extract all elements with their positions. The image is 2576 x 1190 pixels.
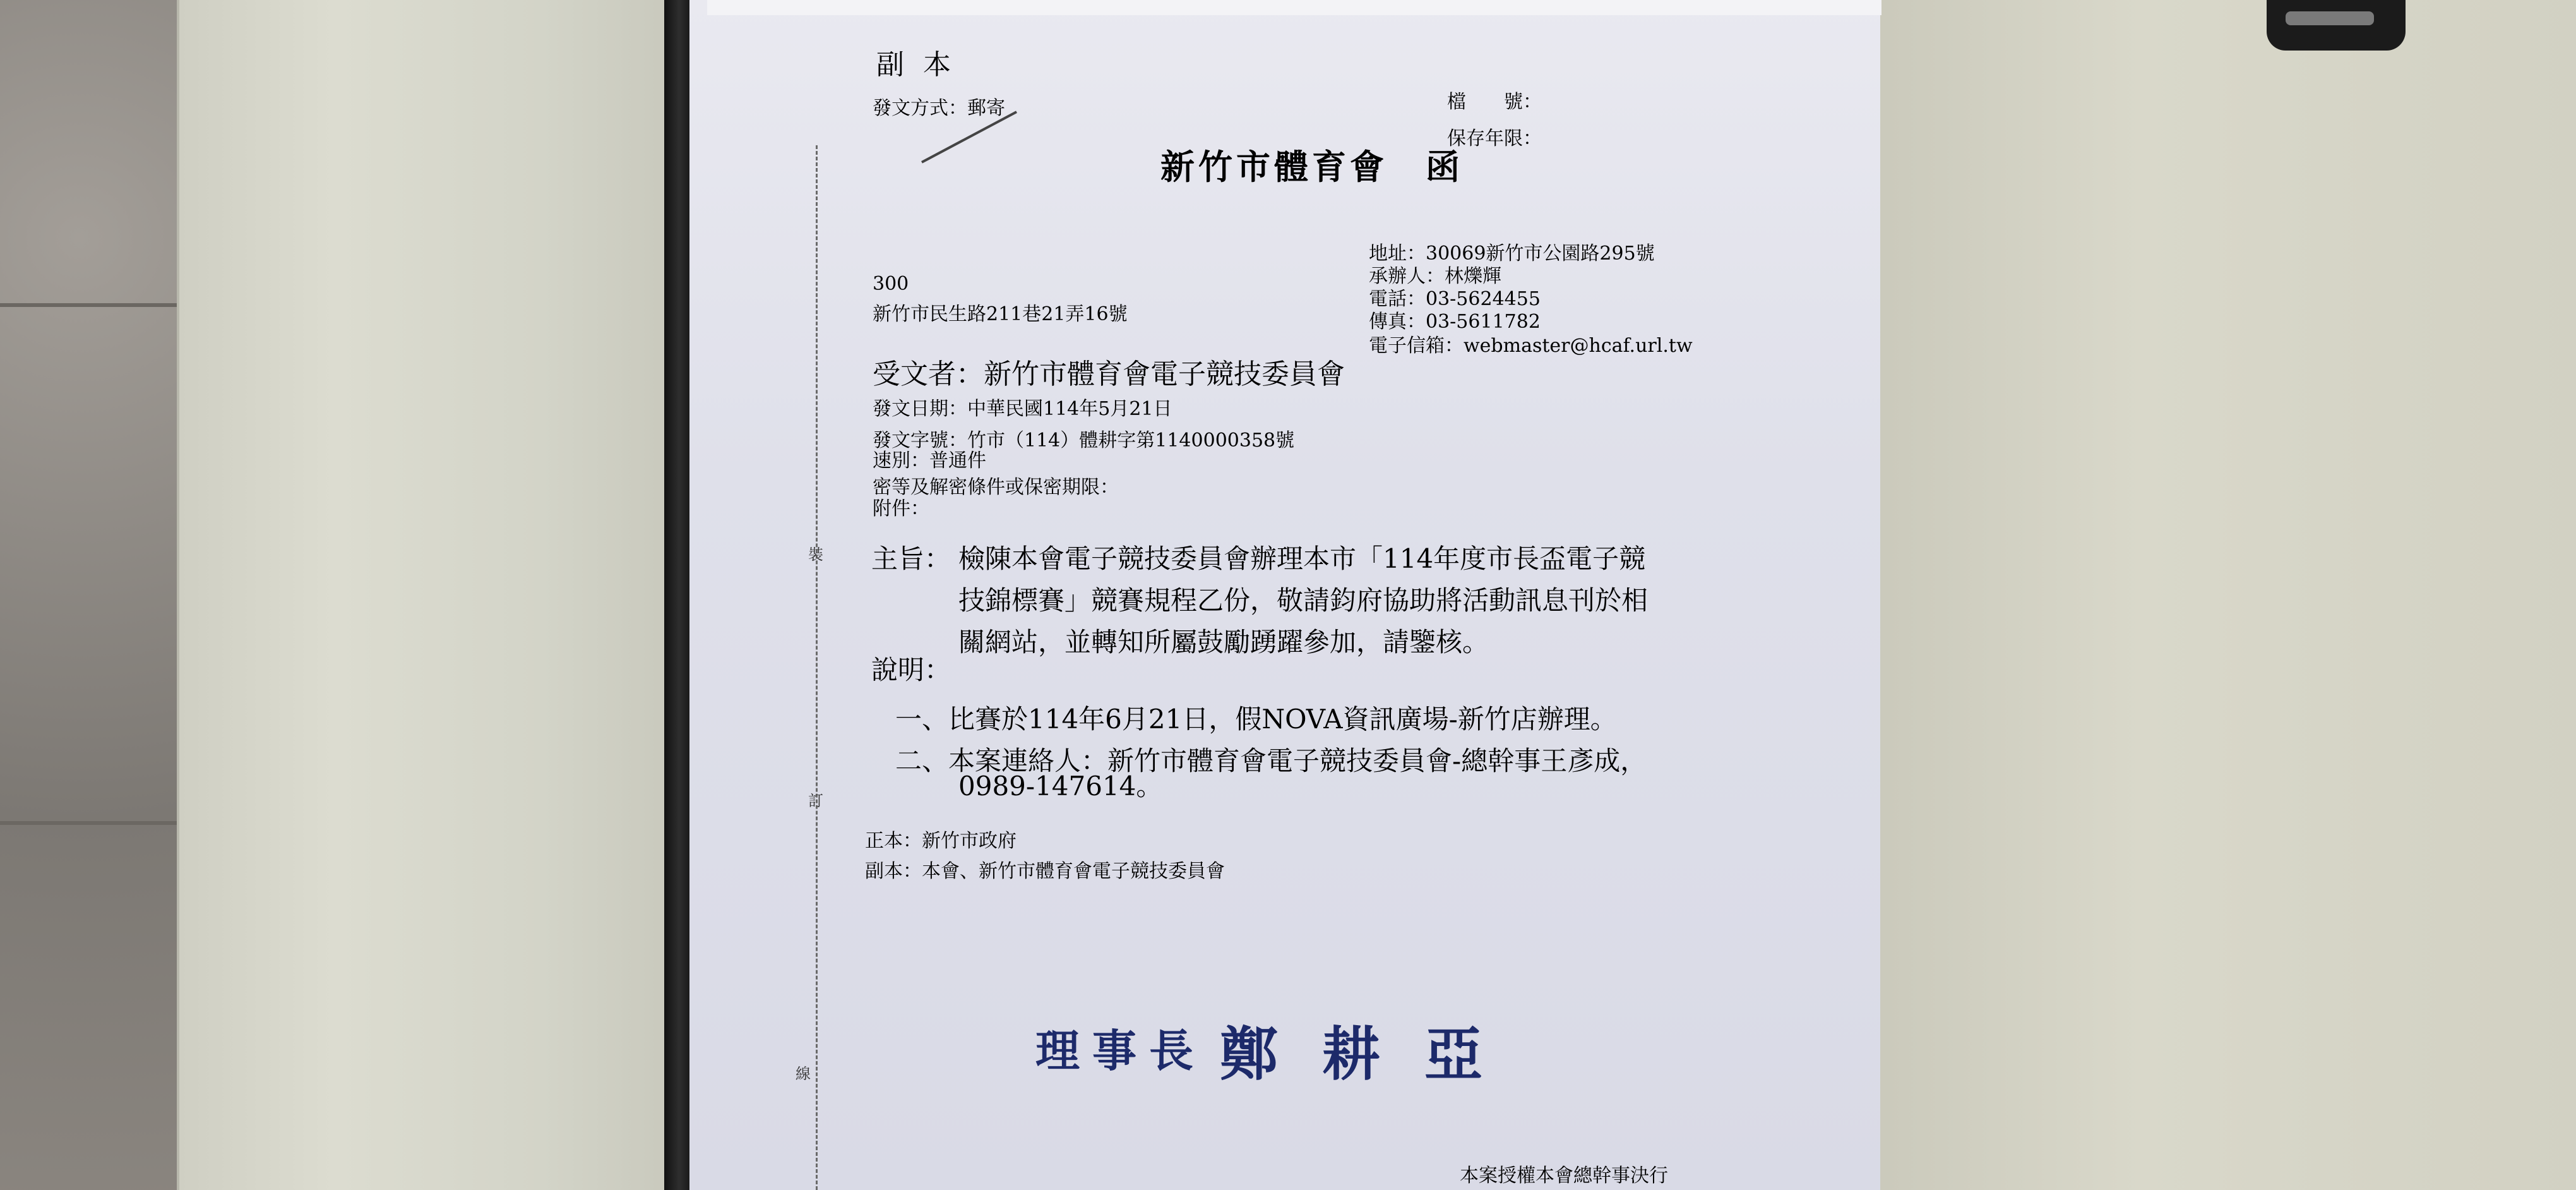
signature-name: 鄭耕亞 <box>1220 1020 1527 1088</box>
binder-clip-shine <box>2286 11 2374 25</box>
subject-line: 檢陳本會電子競技委員會辦理本市「114年度市長盃電子競 <box>958 543 1646 574</box>
delegation-note: 本案授權本會總幹事決行 <box>1460 1165 1668 1187</box>
email: 電子信箱：webmaster@hcaf.url.tw <box>1369 335 1693 357</box>
explanation-item-2-phone: 0989-147614。 <box>958 771 1163 802</box>
issue-number: 發文字號：竹市（114）體耕字第1140000358號 <box>873 430 1295 452</box>
attachment: 附件： <box>873 498 929 520</box>
subject-label: 主旨： <box>871 543 951 574</box>
phone: 電話：03-5624455 <box>1369 288 1541 310</box>
subject-line: 技錦標賽」競賽規程乙份，敬請鈞府協助將活動訊息刊於相 <box>958 585 1649 616</box>
letter-title: 新竹市體育會 函 <box>1160 147 1464 187</box>
cc-recipients: 副本：本會、新竹市體育會電子競技委員會 <box>865 860 1225 882</box>
explanation-label: 說明： <box>871 654 951 685</box>
fax: 傳真：03-5611782 <box>1369 311 1541 333</box>
folder-left-panel <box>177 0 697 1190</box>
binding-mark-zhuang: 裝 <box>808 546 823 563</box>
binding-mark-xian: 線 <box>796 1065 811 1083</box>
contact-person: 承辦人：林爍輝 <box>1369 265 1501 287</box>
subject-text <box>958 538 1648 663</box>
recipient: 受文者：新竹市體育會電子競技委員會 <box>873 358 1345 390</box>
sender-address: 地址：30069新竹市公園路295號 <box>1369 243 1655 265</box>
file-number: 檔 號： <box>1447 91 1542 113</box>
explanation-item-2: 二、本案連絡人：新竹市體育會電子競技委員會-總幹事王彥成， <box>895 745 1647 776</box>
main-recipient: 正本：新竹市政府 <box>865 830 1017 852</box>
signature-title: 理事長 <box>1035 1025 1206 1077</box>
subject-line: 關網站，並轉知所屬鼓勵踴躍參加，請鑒核。 <box>958 627 1489 658</box>
copy-label: 副 本 <box>876 49 956 81</box>
send-method: 發文方式：郵寄 <box>873 97 1005 119</box>
issue-date: 發文日期：中華民國114年5月21日 <box>873 398 1172 420</box>
binder-edge <box>664 0 689 1190</box>
retention-period: 保存年限： <box>1447 128 1542 150</box>
binding-line <box>816 145 818 1190</box>
delivery-speed: 速別：普通件 <box>873 450 986 472</box>
folder-right-panel <box>1850 0 2576 1190</box>
recipient-zip: 300 <box>873 273 909 295</box>
explanation-item-1: 一、比賽於114年6月21日，假NOVA資訊廣場-新竹店辦理。 <box>895 704 1617 735</box>
binding-mark-ding: 訂 <box>808 792 823 810</box>
binder-clip-icon <box>2267 0 2406 51</box>
recipient-address: 新竹市民生路211巷21弄16號 <box>873 303 1128 325</box>
secrecy-level: 密等及解密條件或保密期限： <box>873 476 1119 498</box>
paper-top-edge <box>707 0 1881 15</box>
